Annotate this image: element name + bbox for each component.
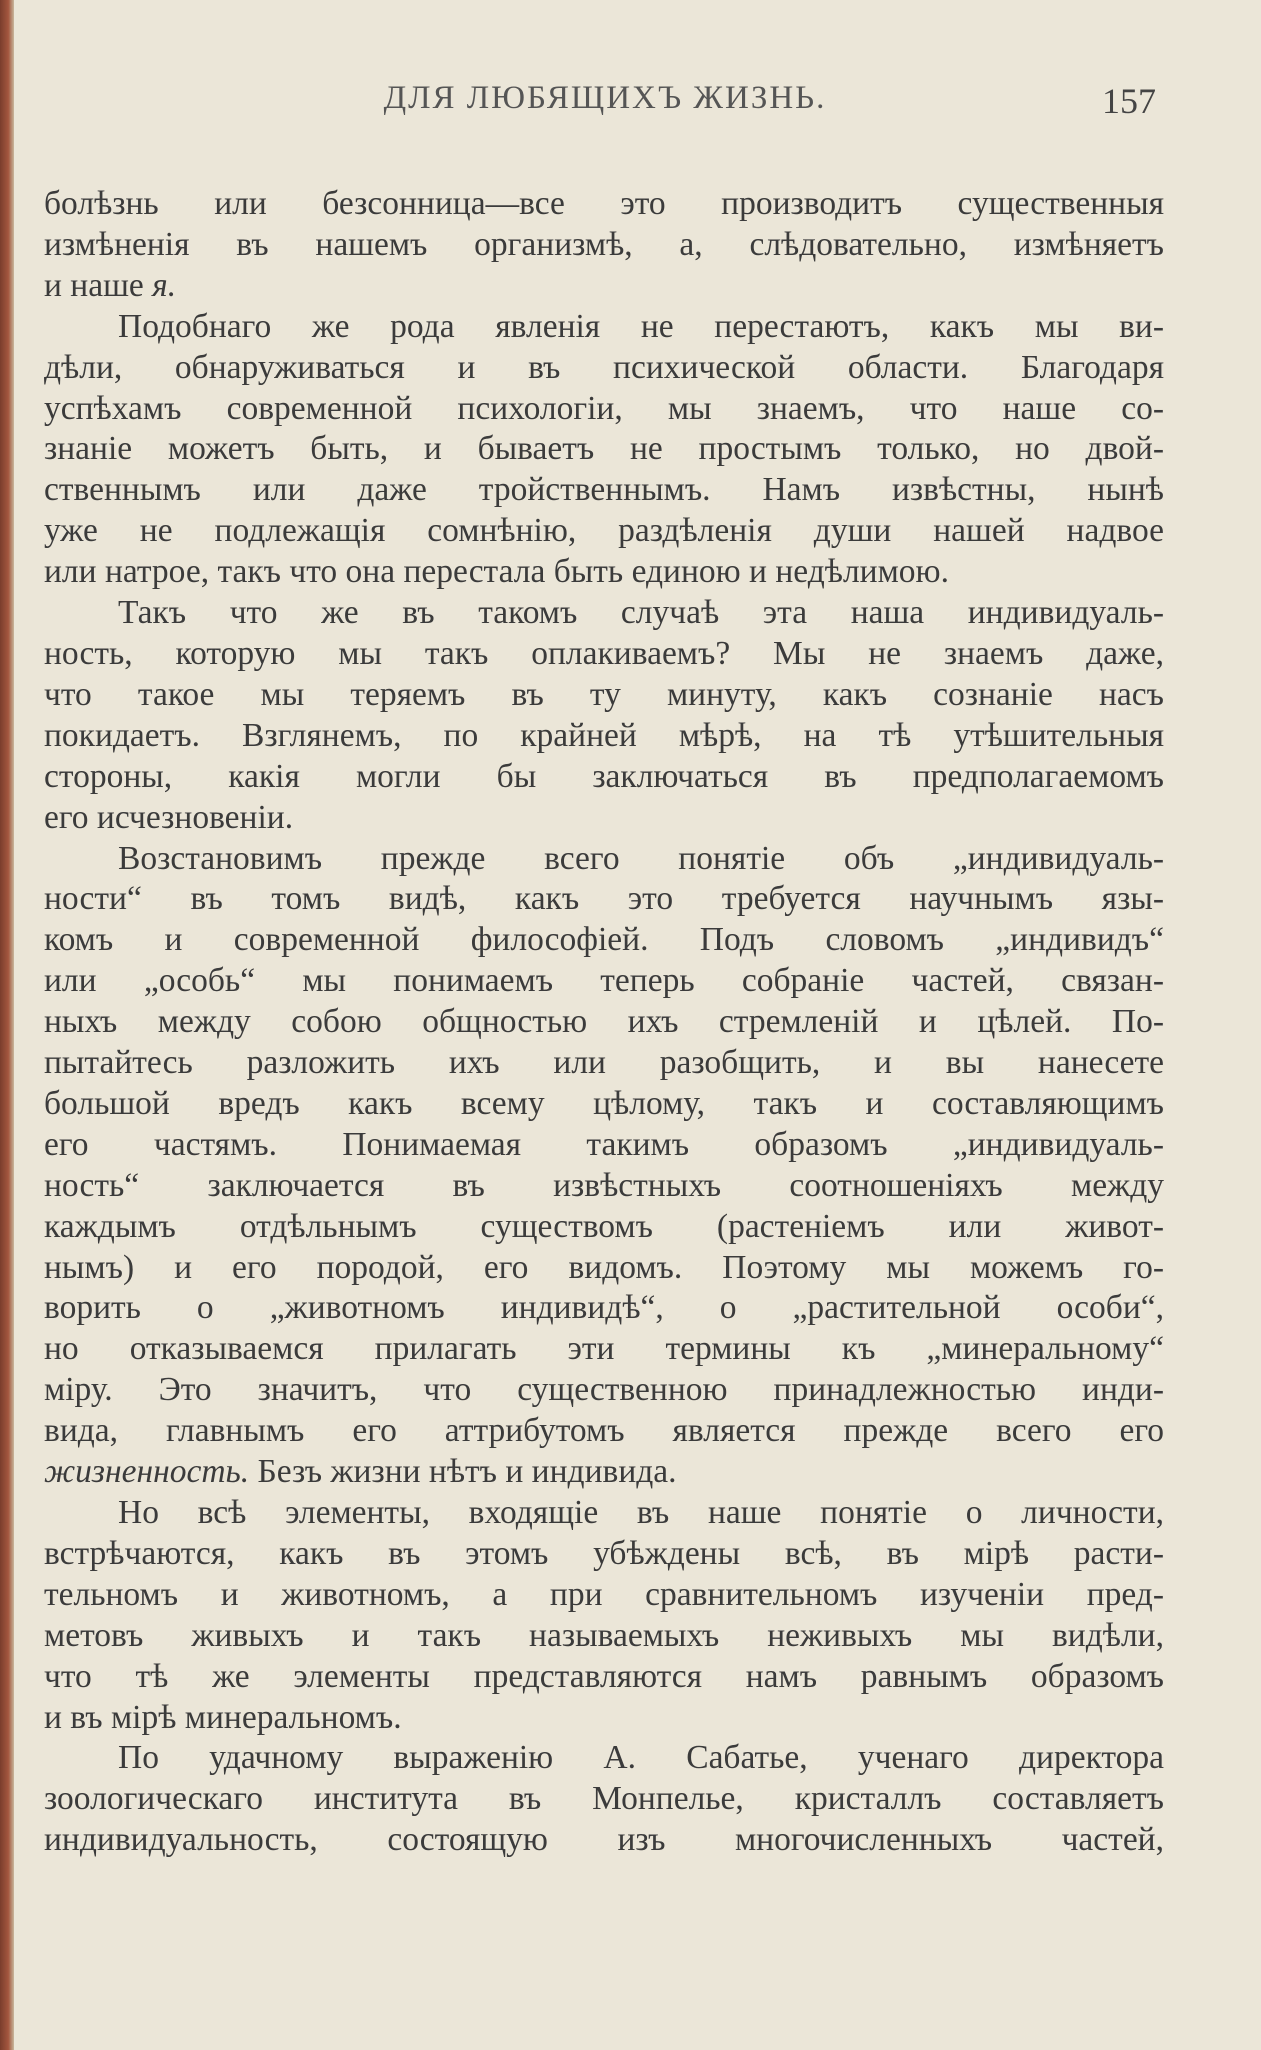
text-line bbox=[44, 1166, 1164, 1207]
line-text: что тѣ же элементы представляются намъ равнымъ образомъ bbox=[44, 1657, 1164, 1695]
text-line bbox=[44, 716, 1164, 757]
text-line bbox=[44, 1288, 1164, 1329]
page-number: 157 bbox=[1102, 81, 1156, 121]
text-line bbox=[44, 1002, 1164, 1043]
line-text: успѣхамъ современной психологіи, мы знаемъ, что наше со- bbox=[44, 389, 1164, 427]
line-text: ственнымъ или даже тройственнымъ. Намъ извѣстны, нынѣ bbox=[44, 471, 1164, 509]
line-text: и наше bbox=[44, 266, 153, 304]
line-text: что такое мы теряемъ въ ту минуту, какъ сознаніе насъ bbox=[44, 675, 1164, 713]
text-line bbox=[44, 307, 1164, 348]
line-text: и въ мірѣ минеральномъ. bbox=[44, 1698, 402, 1736]
line-text: покидаетъ. Взглянемъ, по крайней мѣрѣ, на тѣ утѣшительныя bbox=[44, 716, 1164, 754]
text-line bbox=[44, 389, 1164, 430]
text-line bbox=[44, 429, 1164, 470]
running-title: ДЛЯ ЛЮБЯЩИХЪ ЖИЗНЬ. bbox=[383, 80, 827, 116]
text-line bbox=[44, 1084, 1164, 1125]
line-text: стороны, какія могли бы заключаться въ предполагаемомъ bbox=[44, 757, 1164, 795]
line-text: но отказываемся прилагать эти термины къ „минеральному“ bbox=[44, 1330, 1164, 1368]
page-header bbox=[54, 80, 1156, 120]
line-text: или „особь“ мы понимаемъ теперь собраніе частей, связан- bbox=[44, 962, 1164, 1000]
line-text: каждымъ отдѣльнымъ существомъ (растеніемъ или живот- bbox=[44, 1207, 1164, 1245]
line-text: пытайтесь разложить ихъ или разобщить, и вы нанесете bbox=[44, 1044, 1164, 1082]
text-line bbox=[44, 1207, 1164, 1248]
line-text: ворить о „животномъ индивидѣ“, о „растительной особи“, bbox=[44, 1289, 1164, 1327]
text-line bbox=[44, 1452, 1164, 1493]
text-line bbox=[44, 1657, 1164, 1698]
text-line bbox=[44, 1738, 1164, 1779]
line-text: метовъ живыхъ и такъ называемыхъ неживыхъ мы видѣли, bbox=[44, 1616, 1164, 1654]
text-line bbox=[44, 1370, 1164, 1411]
line-tail: Безъ жизни нѣтъ и индивида. bbox=[249, 1453, 677, 1491]
line-text: Такъ что же въ такомъ случаѣ эта наша индивидуаль- bbox=[118, 594, 1164, 632]
line-text: уже не подлежащія сомнѣнію, раздѣленія души нашей надвое bbox=[44, 512, 1164, 550]
text-line bbox=[44, 634, 1164, 675]
text-line bbox=[44, 757, 1164, 798]
line-text: или натрое, такъ что она перестала быть единою и недѣлимою. bbox=[44, 553, 949, 591]
line-text: дѣли, обнаруживаться и въ психической области. Благодаря bbox=[44, 348, 1164, 386]
text-line bbox=[44, 348, 1164, 389]
text-line bbox=[44, 1043, 1164, 1084]
line-text: ныхъ между собою общностью ихъ стремленій и цѣлей. По- bbox=[44, 1003, 1164, 1041]
text-line bbox=[44, 1616, 1164, 1657]
text-line bbox=[44, 593, 1164, 634]
text-line bbox=[44, 839, 1164, 880]
line-text: нымъ) и его породой, его видомъ. Поэтому мы можемъ го- bbox=[44, 1248, 1164, 1286]
line-text: тельномъ и животномъ, а при сравнительномъ изученіи пред- bbox=[44, 1575, 1164, 1613]
line-text: его исчезновеніи. bbox=[44, 798, 294, 836]
text-line bbox=[44, 920, 1164, 961]
line-text: его частямъ. Понимаемая такимъ образомъ „индивидуаль- bbox=[44, 1125, 1164, 1163]
line-text: болѣзнь или безсонница—все это производитъ существенныя bbox=[44, 185, 1164, 222]
line-text: Возстановимъ прежде всего понятіе объ „индивидуаль- bbox=[118, 839, 1164, 877]
text-line bbox=[44, 1779, 1164, 1820]
body-text bbox=[44, 184, 1164, 1861]
text-line bbox=[44, 1698, 1164, 1739]
italic-emphasis: я. bbox=[152, 266, 177, 304]
line-text: индивидуальность, состоящую изъ многочисленныхъ частей, bbox=[44, 1821, 1164, 1859]
line-text: Но всѣ элементы, входящіе въ наше понятіе о личности, bbox=[118, 1494, 1164, 1531]
text-line bbox=[44, 1534, 1164, 1575]
text-line bbox=[44, 798, 1164, 839]
italic-emphasis: жизненность. bbox=[44, 1453, 250, 1491]
line-text: знаніе можетъ быть, и бываетъ не простымъ только, но двой- bbox=[44, 430, 1164, 468]
text-line bbox=[44, 1248, 1164, 1289]
text-line bbox=[44, 470, 1164, 511]
line-text: измѣненія въ нашемъ организмѣ, а, слѣдовательно, измѣняетъ bbox=[44, 225, 1164, 263]
text-line bbox=[44, 879, 1164, 920]
text-line bbox=[44, 552, 1164, 593]
line-text: Подобнаго же рода явленія не перестаютъ, какъ мы ви- bbox=[118, 307, 1164, 345]
text-line bbox=[44, 184, 1164, 225]
text-line bbox=[44, 1125, 1164, 1166]
book-page bbox=[14, 0, 1261, 2050]
text-line bbox=[44, 1411, 1164, 1452]
line-text: ность, которую мы такъ оплакиваемъ? Мы не знаемъ даже, bbox=[44, 634, 1164, 672]
text-line bbox=[44, 1493, 1164, 1534]
line-text: зоологическаго института въ Монпелье, кристаллъ составляетъ bbox=[44, 1780, 1164, 1818]
line-text: ности“ въ томъ видѣ, какъ это требуется научнымъ язы- bbox=[44, 880, 1164, 918]
book-spine-edge bbox=[0, 0, 14, 2050]
text-line bbox=[44, 1329, 1164, 1370]
line-text: міру. Это значитъ, что существенною принадлежностью инди- bbox=[44, 1371, 1164, 1409]
text-line bbox=[44, 675, 1164, 716]
line-text: комъ и современной философіей. Подъ словомъ „индивидъ“ bbox=[44, 921, 1164, 959]
text-line bbox=[44, 1575, 1164, 1616]
line-text: По удачному выраженію А. Сабатье, ученаго директора bbox=[118, 1739, 1164, 1777]
text-line bbox=[44, 961, 1164, 1002]
text-line bbox=[44, 225, 1164, 266]
line-text: ность“ заключается въ извѣстныхъ соотношеніяхъ между bbox=[44, 1166, 1164, 1204]
text-line bbox=[44, 1820, 1164, 1861]
line-text: большой вредъ какъ всему цѣлому, такъ и составляющимъ bbox=[44, 1084, 1164, 1122]
text-line bbox=[44, 511, 1164, 552]
line-text: встрѣчаются, какъ въ этомъ убѣждены всѣ, въ мірѣ расти- bbox=[44, 1534, 1164, 1572]
text-line bbox=[44, 266, 1164, 307]
line-text: вида, главнымъ его аттрибутомъ является прежде всего его bbox=[44, 1412, 1164, 1450]
